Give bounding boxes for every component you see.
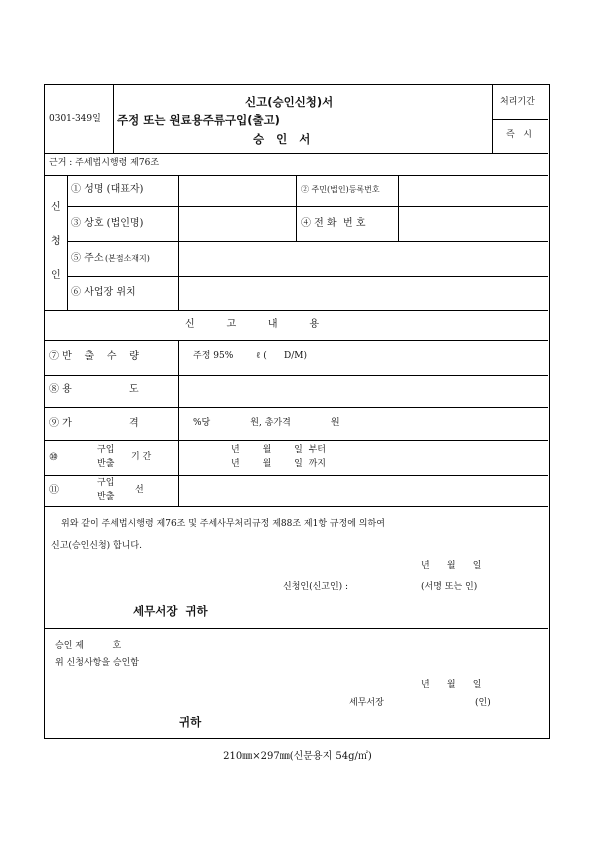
- divider: [398, 175, 399, 241]
- declaration-line2: 신고(승인신청) 합니다.: [51, 541, 142, 551]
- approval-recipient: 귀하: [179, 715, 202, 729]
- paper-size-footer: 210㎜×297㎜(신문용지 54g/㎡): [223, 751, 372, 762]
- approval-text: 위 신청사항을 승인함: [55, 658, 139, 668]
- approval-form: [44, 84, 550, 739]
- quantity-label: ⑦ 반 출 수 량: [49, 351, 139, 362]
- period-value-line1: 년 월 일 부터: [231, 445, 326, 455]
- applicant-side-char: 청: [51, 236, 61, 247]
- process-value: 즉 시: [506, 130, 532, 140]
- divider: [45, 628, 548, 629]
- divider: [67, 241, 548, 242]
- process-label: 처리기간: [500, 97, 535, 107]
- approval-seal: (인): [475, 698, 491, 708]
- declaration-line1: 위와 같이 주세법시행령 제76조 및 주세사무처리규정 제88조 제1항 규정에 의하여: [61, 519, 385, 529]
- company-label: ③ 상호 (법인명): [71, 218, 144, 229]
- price-label: ⑨ 가 격: [49, 418, 139, 429]
- period-label-top: 구입: [97, 445, 115, 455]
- dest-number: ⑪: [49, 485, 59, 496]
- divider: [45, 506, 548, 507]
- period-number: ⑩: [49, 452, 58, 463]
- divider: [67, 206, 548, 207]
- title-line1: 신고(승인신청)서: [245, 95, 334, 109]
- title-line3: 승 인 서: [253, 132, 311, 146]
- divider: [492, 85, 493, 153]
- divider: [67, 175, 68, 310]
- phone-label: ④ 전 화 번 호: [301, 218, 366, 229]
- declaration-date: 년 월 일: [421, 561, 482, 571]
- period-label-bottom: 반출: [97, 459, 115, 469]
- approval-office: 세무서장: [349, 698, 384, 708]
- divider: [178, 340, 179, 506]
- divider: [113, 85, 114, 153]
- price-value: %당 원, 총가격 원: [193, 418, 340, 428]
- approval-number: 승인 제 호: [55, 641, 122, 651]
- approval-date: 년 월 일: [421, 680, 482, 690]
- section-title: 신 고 내 용: [185, 319, 320, 330]
- workplace-label: ⑥ 사업장 위치: [71, 287, 136, 298]
- divider: [45, 340, 548, 341]
- divider: [45, 375, 548, 376]
- address-sub-label: (본점소재지): [105, 254, 150, 263]
- dest-label-top: 구입: [97, 478, 115, 488]
- applicant-side-char: 신: [51, 202, 61, 213]
- usage-label: ⑧ 용 도: [49, 384, 139, 395]
- divider: [45, 310, 548, 311]
- divider: [178, 175, 179, 310]
- dest-label-suffix: 선: [135, 485, 144, 495]
- name-label: ① 성명 (대표자): [71, 184, 144, 195]
- applicant-sign-label: 신청인(신고인) :: [283, 582, 349, 592]
- divider: [492, 119, 548, 120]
- period-value-line2: 년 월 일 까지: [231, 459, 326, 469]
- reg-number-label: ② 주민(법인)등록번호: [301, 185, 380, 194]
- title-line2: 주정 또는 원료용주류구입(출고): [117, 113, 280, 127]
- form-number: 0301-349일: [49, 114, 101, 124]
- period-label-suffix: 기 간: [131, 452, 152, 462]
- quantity-value: 주정 95% ℓ ( D/M): [193, 351, 307, 361]
- recipient-line: 세무서장 귀하: [133, 604, 208, 618]
- sign-hint: (서명 또는 인): [421, 582, 478, 592]
- applicant-side-char: 인: [51, 270, 61, 281]
- divider: [45, 407, 548, 408]
- divider: [45, 440, 548, 441]
- address-label: ⑤ 주소: [71, 253, 104, 264]
- divider: [67, 276, 548, 277]
- divider: [45, 475, 548, 476]
- divider: [296, 175, 297, 241]
- basis-text: 근거 : 주세법시행령 제76조: [49, 158, 160, 168]
- divider: [45, 153, 548, 154]
- dest-label-bottom: 반출: [97, 492, 115, 502]
